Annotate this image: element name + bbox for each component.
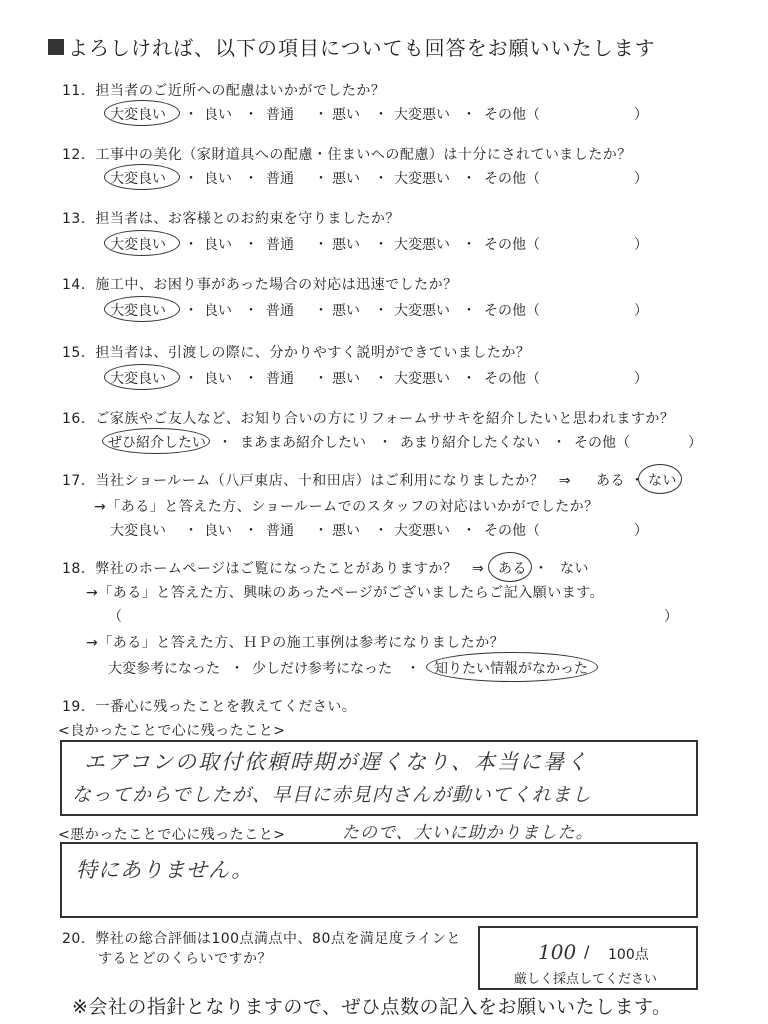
bad-answer-box <box>60 842 698 918</box>
option-bad: 悪い <box>332 303 360 319</box>
option-other: その他（ <box>484 171 540 187</box>
option-very-bad: 大変悪い <box>394 523 450 539</box>
option-yes: ある <box>498 561 527 577</box>
option-normal: 普通 <box>266 171 294 187</box>
score-value: 100 <box>538 940 577 964</box>
option-normal: 普通 <box>266 303 294 319</box>
score-box: 100 / 100点 厳しく採点してください <box>478 926 698 990</box>
option-good: 良い <box>204 371 232 387</box>
rating-row-15: 大変良い ・ 良い ・ 普通 ・ 悪い ・ 大変悪い ・ その他（ ） <box>110 368 670 388</box>
handwritten-line: 特にありません。 <box>76 858 254 882</box>
question-18-sub1: →「ある」と答えた方、興味のあったページがございましたらご記入願います。 <box>86 585 605 601</box>
option-no-info: 知りたい情報がなかった <box>434 661 588 677</box>
question-17-sub: →「ある」と答えた方、ショールームでのスタッフの対応はいかがでしたか？ <box>94 499 599 515</box>
option-other: その他（ <box>484 107 540 123</box>
question-15: 15．担当者は、引渡しの際に、分かりやすく説明ができていましたか？ <box>62 345 531 361</box>
selection-circle <box>104 100 180 126</box>
option-normal: 普通 <box>266 371 294 387</box>
option-very-bad: 大変悪い <box>394 171 450 187</box>
good-label: <良かったことで心に残ったこと> <box>58 723 286 739</box>
selection-circle <box>104 364 180 390</box>
option-bad: 悪い <box>332 237 360 253</box>
handwritten-line: たので、大いに助かりました。 <box>342 823 594 843</box>
option-yes: ある <box>596 473 625 489</box>
square-bullet-icon <box>48 39 64 55</box>
option-very-good: 大変良い <box>110 237 166 253</box>
selection-circle <box>104 296 180 322</box>
option-good: 良い <box>204 107 232 123</box>
rating-row-14: 大変良い ・ 良い ・ 普通 ・ 悪い ・ 大変悪い ・ その他（ ） <box>110 300 670 320</box>
footer-note: ※会社の指針となりますので、ぜひ点数の記入をお願いいたします。 <box>72 996 672 1018</box>
selection-circle <box>104 164 180 190</box>
option-very-bad: 大変悪い <box>394 303 450 319</box>
option-good: 良い <box>204 237 232 253</box>
option-other: その他（ <box>484 523 540 539</box>
handwritten-line: なってからでしたが、早目に赤見内さんが動いてくれまし <box>72 784 592 806</box>
option-very-good: 大変良い <box>110 371 166 387</box>
option-no: ない <box>648 473 677 489</box>
question-18: 18．弊社のホームページはご覧になったことがありますか？ ⇒ <box>62 561 485 577</box>
option-normal: 普通 <box>266 237 294 253</box>
selection-circle <box>426 652 598 682</box>
question-20-line2: するとどのくらいですか？ <box>98 951 272 967</box>
question-12: 12．工事中の美化（家財道具への配慮・住まいへの配慮）は十分にされていましたか？ <box>62 147 632 163</box>
option-definitely: ぜひ紹介したい <box>108 435 206 451</box>
option-other: その他（ <box>574 435 630 451</box>
option-somewhat: まあまあ紹介したい <box>240 435 366 451</box>
option-not-really: あまり紹介したくない <box>400 435 540 451</box>
option-other: その他（ <box>484 303 540 319</box>
rating-row-12: 大変良い ・ 良い ・ 普通 ・ 悪い ・ 大変悪い ・ その他（ ） <box>110 168 670 188</box>
option-very-good: 大変良い <box>110 171 166 187</box>
question-14: 14．施工中、お困り事があった場合の対応は迅速でしたか？ <box>62 277 458 293</box>
page-title: よろしければ、以下の項目についても回答をお願いいたします <box>48 32 656 61</box>
selection-circle <box>102 428 210 454</box>
option-good: 良い <box>204 523 232 539</box>
question-16: 16．ご家族やご友人など、お知り合いの方にリフォームササキを紹介したいと思われますか？ <box>62 411 675 427</box>
question-19: 19．一番心に残ったことを教えてください。 <box>62 699 357 715</box>
score-note: 厳しく採点してください <box>514 972 658 987</box>
selection-circle <box>104 230 180 256</box>
handwritten-line: エアコンの取付依頼時期が遅くなり、本当に暑く <box>84 750 589 774</box>
good-answer-box <box>60 740 698 816</box>
option-very-helpful: 大変参考になった <box>108 661 220 677</box>
rating-row-13: 大変良い ・ 良い ・ 普通 ・ 悪い ・ 大変悪い ・ その他（ ） <box>110 234 670 254</box>
option-normal: 普通 <box>266 523 294 539</box>
option-bad: 悪い <box>332 171 360 187</box>
option-normal: 普通 <box>266 107 294 123</box>
score-max: 100点 <box>608 947 649 963</box>
option-good: 良い <box>204 303 232 319</box>
question-20: 20．弊社の総合評価は100点満点中、80点を満足度ラインと <box>62 931 461 947</box>
option-good: 良い <box>204 171 232 187</box>
option-very-bad: 大変悪い <box>394 371 450 387</box>
question-13: 13．担当者は、お客様とのお約束を守りましたか？ <box>62 211 400 227</box>
option-bad: 悪い <box>332 523 360 539</box>
option-bad: 悪い <box>332 371 360 387</box>
question-11: 11．担当者のご近所への配慮はいかがでしたか？ <box>62 83 386 99</box>
option-very-good: 大変良い <box>110 107 166 123</box>
option-very-bad: 大変悪い <box>394 107 450 123</box>
rating-row-17: 大変良い ・ 良い ・ 普通 ・ 悪い ・ 大変悪い ・ その他（ ） <box>110 520 670 540</box>
question-18-sub2: →「ある」と答えた方、ＨＰの施工事例は参考になりましたか？ <box>86 635 505 651</box>
option-very-bad: 大変悪い <box>394 237 450 253</box>
selection-circle <box>488 552 532 582</box>
option-slightly-helpful: 少しだけ参考になった <box>252 661 392 677</box>
option-bad: 悪い <box>332 107 360 123</box>
option-very-good: 大変良い <box>110 523 166 539</box>
bad-label: <悪かったことで心に残ったこと> <box>58 827 286 843</box>
option-other: その他（ <box>484 237 540 253</box>
options-16: ぜひ紹介したい ・ まあまあ紹介したい ・ あまり紹介したくない ・ その他（ ） <box>108 432 708 452</box>
question-17: 17．当社ショールーム（八戸東店、十和田店）はご利用になりましたか？ ⇒ <box>62 473 571 489</box>
option-other: その他（ <box>484 371 540 387</box>
options-18: 大変参考になった ・ 少しだけ参考になった ・ 知りたい情報がなかった <box>108 658 608 678</box>
option-very-good: 大変良い <box>110 303 166 319</box>
rating-row-11: 大変良い ・ 良い ・ 普通 ・ 悪い ・ 大変悪い ・ その他（ ） <box>110 104 670 124</box>
selection-circle <box>638 464 682 494</box>
option-no: ない <box>560 561 589 577</box>
